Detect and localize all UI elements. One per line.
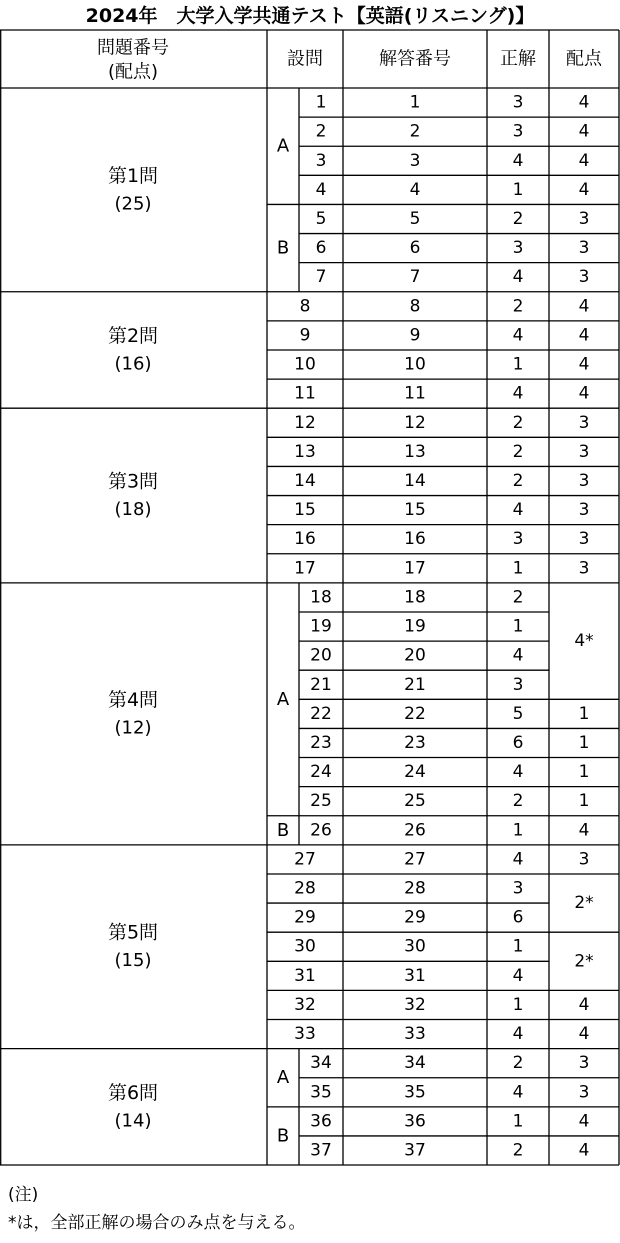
answer-number: 25 — [404, 791, 426, 812]
answer-number: 2 — [409, 121, 421, 142]
sub-question-number: 34 — [310, 1053, 332, 1074]
section-label: 第5問 — [107, 921, 159, 944]
correct-answer: 3 — [512, 121, 524, 142]
answer-number: 37 — [404, 1140, 426, 1161]
correct-answer: 6 — [512, 907, 524, 928]
points-value: 3 — [578, 238, 590, 259]
section-points: (14) — [114, 1110, 152, 1132]
answer-number: 10 — [404, 354, 426, 375]
points-value: 3 — [578, 412, 590, 433]
header-answer-number: 解答番号 — [379, 48, 451, 70]
correct-answer: 4 — [512, 500, 524, 521]
correct-answer: 2 — [512, 470, 524, 491]
part-label: A — [276, 135, 290, 157]
sub-question-number: 8 — [299, 296, 311, 317]
points-value: 4 — [578, 383, 590, 404]
correct-answer: 2 — [512, 296, 524, 317]
correct-answer: 1 — [512, 616, 524, 637]
page-title: 2024年 大学入学共通テスト【英語(リスニング)】 — [85, 5, 535, 27]
correct-answer: 2 — [512, 587, 524, 608]
answer-number: 34 — [404, 1053, 426, 1074]
points-value: 1 — [578, 703, 590, 724]
points-value: 1 — [578, 762, 590, 783]
correct-answer: 2 — [512, 441, 524, 462]
answer-number: 26 — [404, 820, 426, 841]
points-value: 3 — [578, 500, 590, 521]
correct-answer: 2 — [512, 1053, 524, 1074]
sub-question-number: 35 — [310, 1082, 332, 1103]
sub-question-number: 10 — [294, 354, 316, 375]
correct-answer: 3 — [512, 238, 524, 259]
section-points: (12) — [114, 717, 152, 739]
answer-number: 3 — [409, 150, 421, 171]
answer-number: 6 — [409, 238, 421, 259]
correct-answer: 4 — [512, 645, 524, 666]
points-value: 4 — [578, 1140, 590, 1161]
header-correct-answer: 正解 — [500, 48, 536, 70]
correct-answer: 1 — [512, 936, 524, 957]
correct-answer: 4 — [512, 965, 524, 986]
answer-number: 1 — [409, 92, 421, 113]
answer-number: 18 — [404, 587, 426, 608]
sub-question-number: 3 — [315, 150, 327, 171]
points-value: 3 — [578, 1082, 590, 1103]
sub-question-number: 36 — [310, 1111, 332, 1132]
header-sub-question: 設問 — [287, 48, 323, 70]
points-value: 3 — [578, 1053, 590, 1074]
points-value: 4 — [578, 92, 590, 113]
header-section-points: (配点) — [107, 61, 159, 83]
section-label: 第2問 — [107, 324, 159, 347]
points-value: 1 — [578, 732, 590, 753]
sub-question-number: 5 — [315, 208, 327, 229]
points-value: 3 — [578, 441, 590, 462]
sub-question-number: 7 — [315, 267, 327, 288]
note-text: *は，全部正解の場合のみ点を与える。 — [8, 1213, 306, 1233]
points-value: 4 — [578, 150, 590, 171]
answer-number: 24 — [404, 762, 426, 783]
sub-question-number: 11 — [294, 383, 316, 404]
section-points: (16) — [114, 353, 152, 375]
sub-question-number: 32 — [294, 994, 316, 1015]
correct-answer: 1 — [512, 820, 524, 841]
sub-question-number: 15 — [294, 500, 316, 521]
answer-number: 13 — [404, 441, 426, 462]
correct-answer: 4 — [512, 267, 524, 288]
grouped-points-value: 2* — [574, 893, 594, 914]
sub-question-number: 6 — [315, 238, 327, 259]
points-value: 4 — [578, 820, 590, 841]
sub-question-number: 9 — [299, 325, 311, 346]
answer-number: 36 — [404, 1111, 426, 1132]
grouped-points-value: 2* — [574, 951, 594, 972]
sub-question-number: 29 — [294, 907, 316, 928]
sub-question-number: 25 — [310, 791, 332, 812]
answer-number: 23 — [404, 732, 426, 753]
points-value: 4 — [578, 1024, 590, 1045]
correct-answer: 4 — [512, 849, 524, 870]
points-value: 1 — [578, 791, 590, 812]
points-value: 4 — [578, 179, 590, 200]
answer-number: 12 — [404, 412, 426, 433]
correct-answer: 6 — [512, 732, 524, 753]
correct-answer: 4 — [512, 325, 524, 346]
section-label: 第3問 — [107, 470, 159, 493]
answer-number: 5 — [409, 208, 421, 229]
grouped-points-value: 4* — [574, 631, 594, 652]
points-value: 3 — [578, 529, 590, 550]
section-label: 第6問 — [107, 1081, 159, 1104]
points-value: 3 — [578, 470, 590, 491]
section-points: (25) — [114, 193, 152, 215]
answer-number: 28 — [404, 878, 426, 899]
correct-answer: 2 — [512, 1140, 524, 1161]
answer-number: 30 — [404, 936, 426, 957]
note-heading: (注) — [8, 1185, 39, 1205]
correct-answer: 4 — [512, 762, 524, 783]
correct-answer: 1 — [512, 1111, 524, 1132]
correct-answer: 4 — [512, 1082, 524, 1103]
answer-number: 19 — [404, 616, 426, 637]
answer-number: 14 — [404, 470, 426, 491]
answer-number: 8 — [409, 296, 421, 317]
answer-number: 33 — [404, 1024, 426, 1045]
sub-question-number: 19 — [310, 616, 332, 637]
sub-question-number: 13 — [294, 441, 316, 462]
sub-question-number: 17 — [294, 558, 316, 579]
answer-number: 22 — [404, 703, 426, 724]
section-label: 第1問 — [107, 164, 159, 187]
correct-answer: 2 — [512, 208, 524, 229]
points-value: 4 — [578, 354, 590, 375]
correct-answer: 4 — [512, 150, 524, 171]
sub-question-number: 21 — [310, 674, 332, 695]
sub-question-number: 26 — [310, 820, 332, 841]
correct-answer: 3 — [512, 674, 524, 695]
sub-question-number: 23 — [310, 732, 332, 753]
section-points: (18) — [114, 499, 152, 521]
section-points: (15) — [114, 950, 152, 972]
correct-answer: 1 — [512, 179, 524, 200]
correct-answer: 2 — [512, 412, 524, 433]
sub-question-number: 20 — [310, 645, 332, 666]
answer-number: 29 — [404, 907, 426, 928]
sub-question-number: 16 — [294, 529, 316, 550]
correct-answer: 4 — [512, 383, 524, 404]
answer-number: 27 — [404, 849, 426, 870]
sub-question-number: 37 — [310, 1140, 332, 1161]
points-value: 4 — [578, 121, 590, 142]
correct-answer: 3 — [512, 878, 524, 899]
sub-question-number: 30 — [294, 936, 316, 957]
sub-question-number: 4 — [315, 179, 327, 200]
correct-answer: 3 — [512, 529, 524, 550]
points-value: 4 — [578, 325, 590, 346]
points-value: 4 — [578, 994, 590, 1015]
sub-question-number: 12 — [294, 412, 316, 433]
correct-answer: 2 — [512, 791, 524, 812]
correct-answer: 4 — [512, 1024, 524, 1045]
part-label: B — [276, 819, 290, 841]
part-label: B — [276, 237, 290, 259]
points-value: 4 — [578, 296, 590, 317]
answer-number: 11 — [404, 383, 426, 404]
points-value: 3 — [578, 267, 590, 288]
answer-number: 21 — [404, 674, 426, 695]
sub-question-number: 1 — [315, 92, 327, 113]
part-label: A — [276, 688, 290, 710]
correct-answer: 5 — [512, 703, 524, 724]
sub-question-number: 31 — [294, 965, 316, 986]
answer-number: 15 — [404, 500, 426, 521]
answer-number: 35 — [404, 1082, 426, 1103]
sub-question-number: 27 — [294, 849, 316, 870]
correct-answer: 1 — [512, 994, 524, 1015]
sub-question-number: 22 — [310, 703, 332, 724]
part-label: B — [276, 1125, 290, 1147]
sub-question-number: 33 — [294, 1024, 316, 1045]
points-value: 3 — [578, 208, 590, 229]
sub-question-number: 2 — [315, 121, 327, 142]
answer-number: 20 — [404, 645, 426, 666]
answer-number: 9 — [409, 325, 421, 346]
points-value: 4 — [578, 1111, 590, 1132]
correct-answer: 1 — [512, 558, 524, 579]
section-label: 第4問 — [107, 688, 159, 711]
answer-number: 17 — [404, 558, 426, 579]
answer-number: 7 — [409, 267, 421, 288]
correct-answer: 1 — [512, 354, 524, 375]
sub-question-number: 18 — [310, 587, 332, 608]
correct-answer: 3 — [512, 92, 524, 113]
answer-number: 4 — [409, 179, 421, 200]
points-value: 3 — [578, 849, 590, 870]
answer-number: 32 — [404, 994, 426, 1015]
part-label: A — [276, 1067, 290, 1089]
sub-question-number: 24 — [310, 762, 332, 783]
answer-number: 16 — [404, 529, 426, 550]
header-question-number: 問題番号 — [97, 37, 169, 59]
sub-question-number: 14 — [294, 470, 316, 491]
sub-question-number: 28 — [294, 878, 316, 899]
header-points: 配点 — [566, 48, 602, 70]
answer-number: 31 — [404, 965, 426, 986]
points-value: 3 — [578, 558, 590, 579]
